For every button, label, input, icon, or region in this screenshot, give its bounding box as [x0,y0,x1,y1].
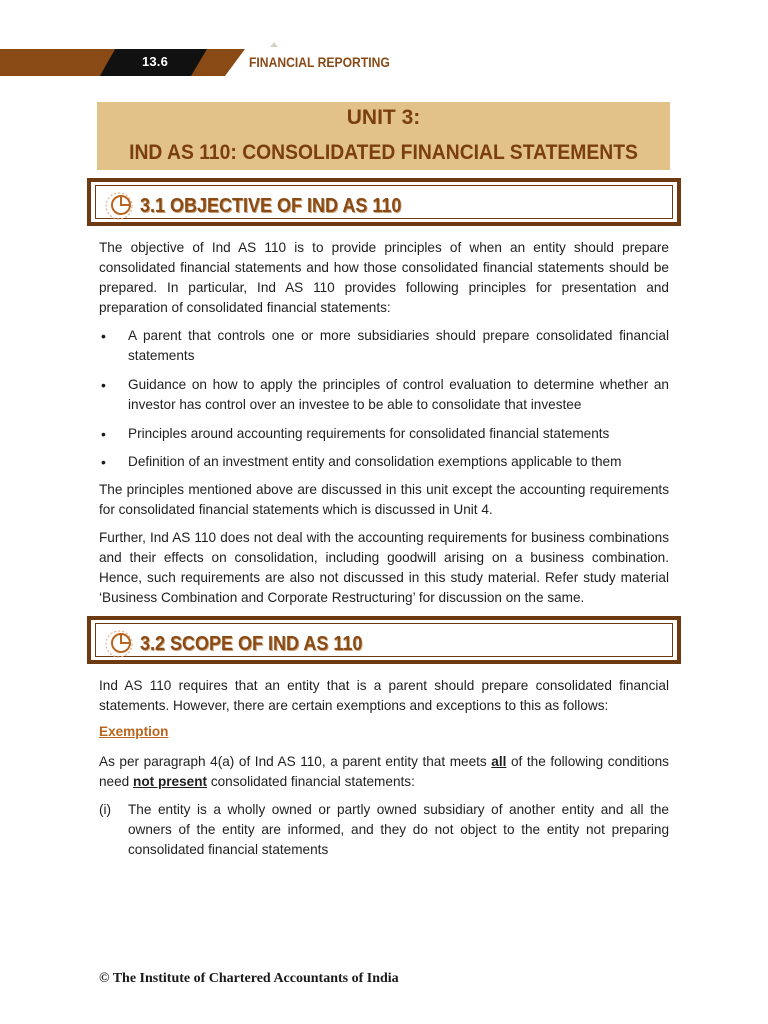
clock-pie-icon [104,191,134,221]
objective-intro: The objective of Ind AS 110 is to provide principles of when an entity should prepare consolidated financial statements and how those consolidated financial statements should be prepared. In particular, Ind AS 110 provides following principles for presentation and preparation of consolidated financial statements: [99,240,669,315]
section-title: 3.2 SCOPE OF IND AS 110 [140,633,363,655]
list-item: A parent that controls one or more subsidiaries should prepare consolidated financial statements [128,328,669,363]
clock-pie-icon [104,629,134,659]
objective-para-2: The principles mentioned above are discussed in this unit except the accounting requirements for consolidated financial statements which is discussed in Unit 4. [99,482,669,517]
header-caret-icon [270,42,278,47]
condition-text: The entity is a wholly owned or partly owned subsidiary of another entity and all the owners of the entity are informed, and they do not object to the entity not preparing consolidated financial statements [128,802,669,857]
section-heading-box [87,178,681,226]
section-title: 3.1 OBJECTIVE OF IND AS 110 [140,195,402,217]
list-item: Guidance on how to apply the principles of control evaluation to determine whether an investor has control over an investee to be able to consolidate that investee [128,377,669,412]
emphasis-not-present: not present [133,774,208,789]
unit-title-box [97,102,670,170]
header-band [0,49,245,76]
exemption-paragraph: As per paragraph 4(a) of Ind AS 110, a parent entity that meets all of the following conditions need not present consolidated financial statements: [99,754,669,789]
objective-para-3: Further, Ind AS 110 does not deal with the accounting requirements for business combinations and their effects on consolidation, including goodwill arising on a business combination. Hence, such requirements are also not discussed in this study material. Refer study material ‘Business Combination and Corporate Restructuring’ for discussion on the same. [99,530,669,605]
page-number: 13.6 [141,54,169,69]
unit-title: IND AS 110: CONSOLIDATED FINANCIAL STATEMENTS [129,141,638,164]
section-heading-box [87,616,681,664]
emphasis-all: all [491,754,507,769]
bullet-symbol: • [101,454,106,470]
scope-intro: Ind AS 110 requires that an entity that is a parent should prepare consolidated financial statements. However, there are certain exemptions and exceptions to this as follows: [99,678,669,713]
list-item: Definition of an investment entity and consolidation exemptions applicable to them [128,454,622,469]
condition-number: (i) [99,802,112,817]
bullet-symbol: • [101,377,106,393]
bullet-symbol: • [101,328,106,344]
unit-number: UNIT 3: [346,106,421,129]
bullet-symbol: • [101,426,106,442]
running-title: FINANCIAL REPORTING [249,55,390,70]
exemption-heading: Exemption [99,724,169,739]
list-item: Principles around accounting requirements for consolidated financial statements [128,426,610,441]
header-band-graphic [0,49,245,76]
copyright-footer: © The Institute of Chartered Accountants of India [99,971,399,986]
